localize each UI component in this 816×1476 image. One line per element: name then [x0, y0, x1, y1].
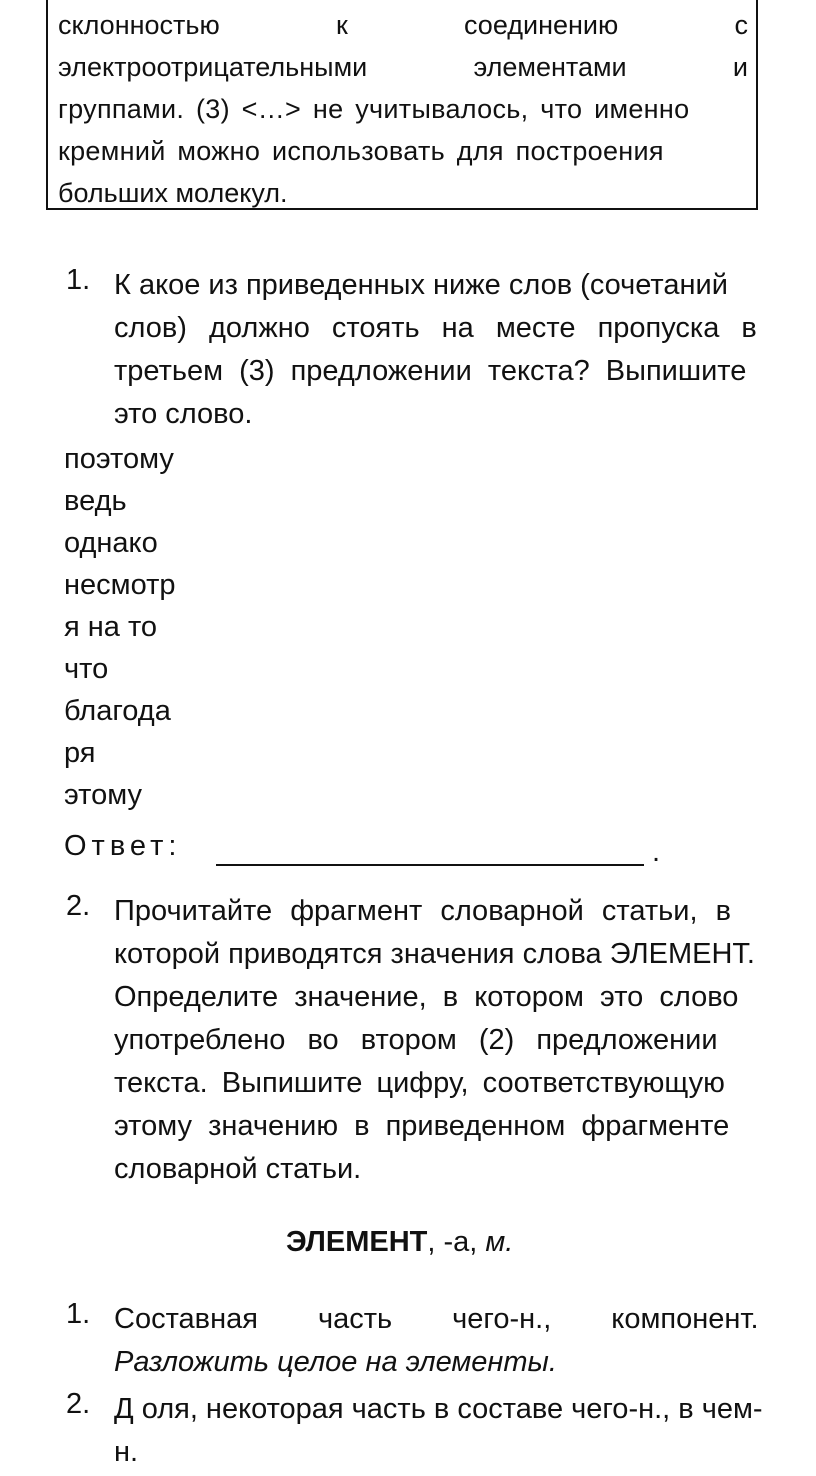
definition-1-number: 1.: [66, 1298, 91, 1330]
passage-word: с: [734, 10, 748, 40]
question-2-number: 2.: [66, 890, 91, 922]
option-item: благода: [64, 695, 171, 727]
option-item: ведь: [64, 485, 127, 517]
passage-line-3: группами. (3) <…> не учитывалось, что именно: [58, 94, 690, 124]
definition-2-line: Д оля, некоторая часть в составе чего-н., в чем-: [114, 1393, 763, 1425]
question-2-line: Определите значение, в котором это слово: [114, 981, 739, 1013]
question-1-line: это слово.: [114, 398, 253, 430]
definition-1-line: Составная часть чего-н., компонент.: [114, 1303, 759, 1335]
passage-word: соединению: [464, 10, 619, 40]
definition-1-text: [114, 1298, 810, 1384]
answer-label: Ответ:: [64, 830, 182, 862]
definition-1-example: Разложить целое на элементы.: [114, 1346, 557, 1378]
passage-word: к: [335, 10, 348, 40]
option-item: этому: [64, 779, 143, 811]
dictionary-headword: [286, 1226, 513, 1259]
option-item: что: [64, 653, 109, 685]
passage-word: электроотрицательными: [58, 52, 368, 82]
passage-line-4: кремний можно использовать для построения: [58, 136, 664, 166]
answer-period: .: [652, 836, 661, 868]
answer-options-list: [64, 438, 214, 816]
passage-word: склонностью: [58, 10, 220, 40]
question-2-line: употреблено во втором (2) предложении: [114, 1024, 718, 1056]
definition-2-number: 2.: [66, 1388, 91, 1420]
headword-gender: м.: [485, 1226, 514, 1258]
text-passage-box: [46, 0, 758, 210]
question-2-line: текста. Выпишите цифру, соответствующую: [114, 1067, 725, 1099]
option-item: ря: [64, 737, 96, 769]
question-1-line: слов) должно стоять на месте пропуска в: [114, 312, 757, 344]
headword-word: ЭЛЕМЕНТ: [286, 1226, 428, 1258]
option-item: я на то: [64, 611, 158, 643]
question-2-line: Прочитайте фрагмент словарной статьи, в: [114, 895, 731, 927]
question-1-line: третьем (3) предложении текста? Выпишите: [114, 355, 747, 387]
option-item: однако: [64, 527, 158, 559]
question-2-line: словарной статьи.: [114, 1153, 362, 1185]
definition-2-text: [114, 1388, 810, 1474]
passage-line-1: [58, 4, 748, 46]
question-2-text: [114, 890, 810, 1191]
headword-grammar: , -а,: [427, 1226, 486, 1258]
question-2-line: которой приводятся значения слова ЭЛЕМЕНТ.: [114, 938, 755, 970]
passage-line-5: больших молекул.: [58, 178, 288, 208]
passage-word: и: [732, 52, 748, 82]
passage-line-2: [58, 46, 748, 88]
question-2-line: этому значению в приведенном фрагменте: [114, 1110, 730, 1142]
option-item: несмотр: [64, 569, 176, 601]
passage-word: элементами: [473, 52, 627, 82]
question-1-text: [114, 264, 810, 436]
question-1-line: К акое из приведенных ниже слов (сочетаний: [114, 269, 728, 301]
answer-blank-line[interactable]: [216, 864, 644, 866]
option-item: поэтому: [64, 443, 174, 475]
question-1-number: 1.: [66, 264, 91, 296]
definition-2-continuation: н.: [114, 1436, 139, 1468]
